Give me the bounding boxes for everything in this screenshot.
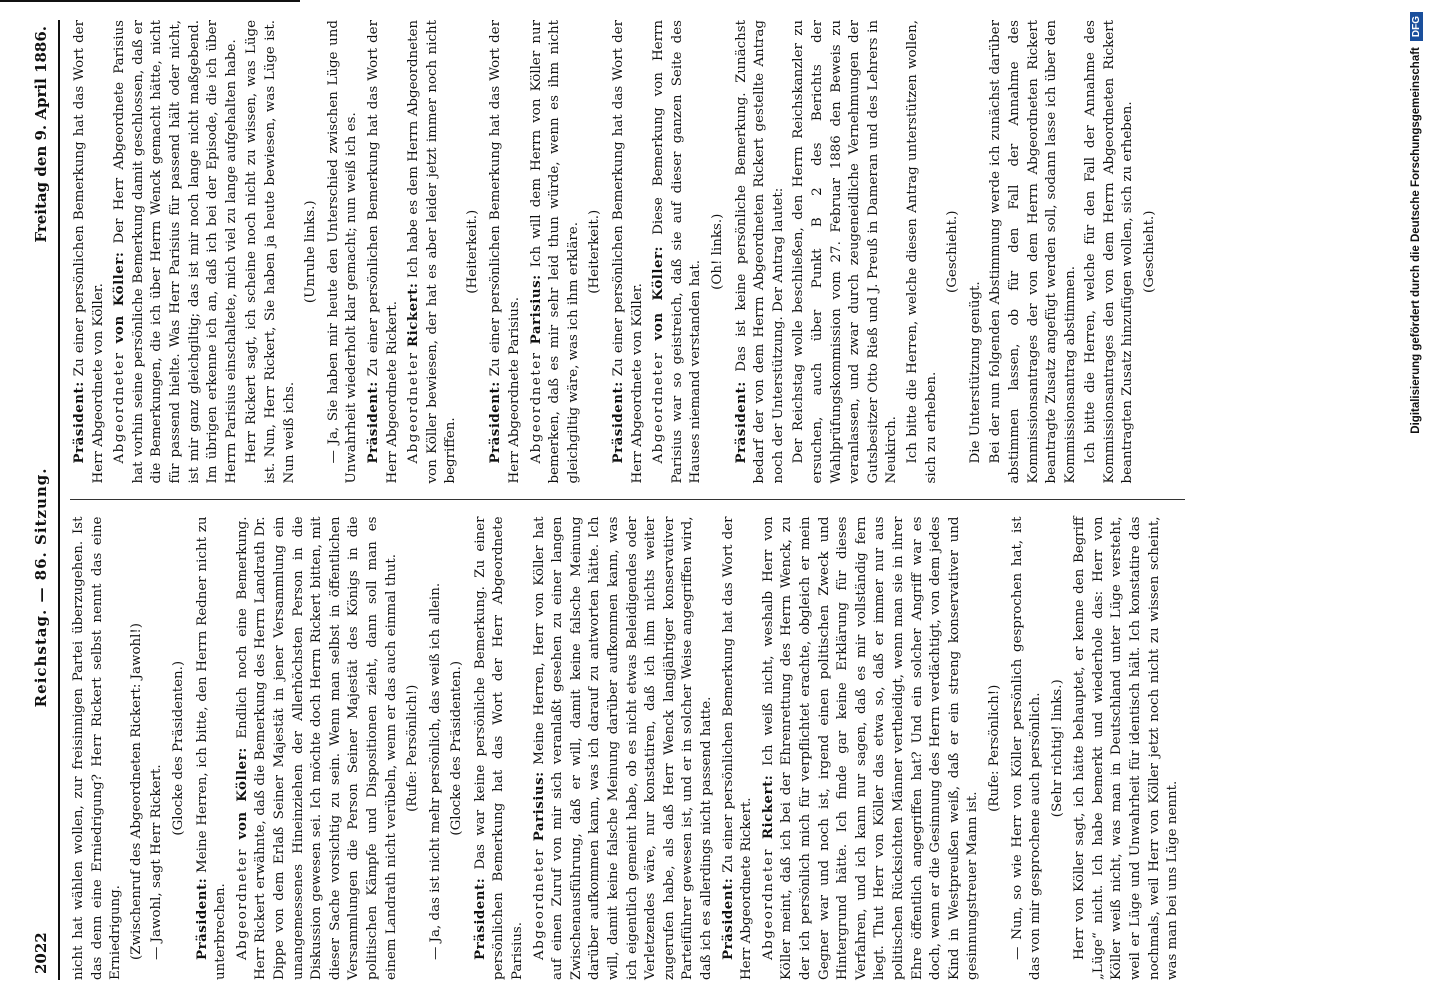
stage-direction: (Heiterkeit.) xyxy=(464,209,480,294)
body-paragraph: Herr Rickert sagt, ich scheine noch nicht zu wissen, was Lüge ist. Nun, Herr Rickert, Sie haben ja heute bewiesen, was Lüge ist. Nun weiß ichs. xyxy=(244,20,297,484)
column-divider xyxy=(70,500,1185,501)
speaker-name: Präsident: xyxy=(471,877,488,960)
left-column xyxy=(70,517,1185,981)
speech-text: Das ist keine persönliche Bemerkung. Zunächst bedarf der von dem Herrn Abgeordneten Rickert gestellte Antrag noch der Unterstützung. Der Antrag lautet: xyxy=(733,20,786,484)
speech-paragraph xyxy=(486,20,524,484)
speaker-name: Rickert: xyxy=(405,282,422,347)
speech-text: Ich will dem Herrn von Köller nur bemerken, daß es mir sehr leid thun würde, wenn es ihm nicht gleichgiltig wäre, was ich ihm erkläre. xyxy=(528,19,581,484)
speech-text: Zu einer persönlichen Bemerkung hat das Wort der Herr Abgeordnete Rickert. xyxy=(365,20,400,484)
body-paragraph: nicht hat wählen wollen, zur freisinnigen Partei überzugehen. Ist das denn eine Erniedrigung? Herr Rickert selbst nennt das eine Erniedrigung. xyxy=(71,516,124,980)
speaker-prefix: Abgeordneter xyxy=(531,847,547,960)
speech-paragraph xyxy=(719,517,757,981)
stage-direction: (Geschieht.) xyxy=(945,210,961,294)
speaker-name: Präsident: xyxy=(610,381,627,464)
stage-direction: (Heiterkeit.) xyxy=(587,209,603,294)
speech-text: Ich habe es dem Herrn Abgeordneten von Köller bewiesen, der hat es aber leider jetzt immer noch nicht begriffen. xyxy=(406,19,459,484)
speech-paragraph xyxy=(471,517,528,981)
body-paragraph: Die Unterstützung genügt. xyxy=(967,281,983,464)
speech-paragraph xyxy=(404,20,461,484)
speech-text: Meine Herren, ich bitte, den Herrn Redner nicht zu unterbrechen. xyxy=(194,516,229,980)
speaker-name: Präsident: xyxy=(71,381,87,464)
stage-direction: (Glocke des Präsidenten.) xyxy=(449,660,465,836)
speech-paragraph xyxy=(110,20,241,484)
speaker-name: Präsident: xyxy=(719,877,736,960)
dfg-logo: DFG xyxy=(1410,12,1423,41)
speaker-prefix: Abgeordneter xyxy=(528,351,544,464)
body-paragraph: — Nun, so wie Herr von Köller persönlich gesprochen hat, ist das von mir gesprochene auch persönlich. xyxy=(1009,516,1044,980)
page-number: 2022 xyxy=(32,932,50,974)
speaker-name: Rickert: xyxy=(759,774,776,840)
speaker-name: von Köller: xyxy=(650,246,667,341)
speech-paragraph xyxy=(759,517,983,981)
speaker-name: von Köller: xyxy=(233,747,250,840)
body-paragraph: Der Reichstag wolle beschließen, den Herrn Reichskanzler zu ersuchen, auch über Punkt B 2 des Berichts der Wahlprüfungskommission vom 27. Februar 1886 den Beweis zu veranlassen, und zwar durch zeugeneidliche Vernehmungen der Gutsbesitzer Otto Rieß und J. Preuß in Dameran und des Lehrers in Neukirch. xyxy=(791,20,900,484)
funding-note: Digitalisierung gefördert durch die Deutsche Forschungsgemeinschaft xyxy=(1410,47,1422,434)
speaker-name: Parisius: xyxy=(530,771,547,842)
digitization-note xyxy=(1404,0,1428,1000)
speech-text: Endlich noch eine Bemerkung. Herr Rickert erwähnte, daß die Bemerkung des Herrn Landrath Dr. Dippe von dem Erlaß Seiner Majestät in jener Versammlung ein unangemessenes Hineinziehen der Allerhöchsten Person in die Diskussion gewesen sei. Ich möchte doch Herrn Rickert bitten, mit dieser Sache vorsichtig zu sein. Wenn man selbst in öffentlichen Versammlungen die Person Seiner Majestät des Königs in die politischen Kämpfe und Dispositionen zieht, dann soll man es einem Landrath nicht verübeln, wenn er das auch einmal thut. xyxy=(234,516,399,980)
speaker-name: Präsident: xyxy=(193,877,210,960)
speech-paragraph xyxy=(527,20,584,484)
speaker-prefix: Abgeordneter xyxy=(760,847,776,960)
running-head xyxy=(28,20,60,980)
speech-paragraph xyxy=(193,517,231,981)
stage-direction: (Unruhe links.) xyxy=(303,200,319,304)
stage-direction: (Geschieht.) xyxy=(1142,210,1158,294)
speech-paragraph xyxy=(233,517,401,981)
session-title: Reichstag. — 86. Sitzung. xyxy=(32,467,50,708)
body-paragraph: Ich bitte die Herren, welche diesen Antrag unterstützen wollen, sich zu erheben. xyxy=(904,20,939,484)
speaker-name: Präsident: xyxy=(364,381,381,464)
speaker-name: Präsident: xyxy=(732,381,749,464)
speech-paragraph xyxy=(364,20,402,484)
session-date: Freitag den 9. April 1886. xyxy=(32,26,50,243)
body-paragraph: (Zwischenruf des Abgeordneten Rickert: Jawohl!) xyxy=(128,622,144,960)
speech-text: Diese Bemerkung von Herrn Parisius war so geistreich, daß sie auf dieser ganzen Seite des Hauses niemand verstanden hat. xyxy=(651,19,704,484)
body-paragraph: — Ja, Sie haben mir heute den Unterschied zwischen Lüge und Unwahrheit wiederholt klar gemacht; nun weiß ich es. xyxy=(325,20,360,484)
speech-paragraph xyxy=(732,20,789,484)
speaker-prefix: Abgeordneter xyxy=(112,351,128,464)
speech-text: Zu einer persönlichen Bemerkung hat das Wort der Herr Abgeordnete Rickert. xyxy=(720,516,755,980)
body-paragraph: — Jawohl, sagt Herr Rickert. xyxy=(149,764,165,960)
speech-text: Der Herr Abgeordnete Parisius hat vorhin seine persönliche Bemerkung damit geschlossen, daß er die Bemerkungen, die ich über Herrn Wenck gemacht hätte, nicht für passend hielte. Was Herr Parisius für passend hält oder nicht, ist mir ganz gleichgiltig; das ist mir noch lange nicht maßgebend. Im übrigen erkenne ich an, daß ich bei der Episode, die ich über Herrn Parisius einschaltete, mich viel zu lange aufgehalten habe. xyxy=(112,20,239,484)
speaker-name: Parisius: xyxy=(527,274,544,345)
speaker-prefix: Abgeordneter xyxy=(406,351,422,464)
speech-text: Das war keine persönliche Bemerkung. Zu einer persönlichen Bemerkung hat das Wort der Herr Abgeordnete Parisius. xyxy=(472,516,526,980)
stage-direction: (Rufe: Persönlich!) xyxy=(986,684,1002,812)
body-paragraph: Herr von Köller sagt, ich hätte behauptet, er kenne den Begriff „Lüge“ nicht. Ich habe bemerkt und wiederhole das: Herr von Köller weiß nicht, was man in Deutschland unter Lüge versteht, weil er Lüge und Unwahrheit für identisch hält. Ich konstatire das nochmals, weil Herr von Köller jetzt noch nicht zu wissen scheint, was man bei uns Lüge nennt. xyxy=(1072,516,1181,980)
body-paragraph: — Ja, das ist nicht mehr persönlich, das weiß ich allein. xyxy=(427,582,443,960)
body-paragraph: Bei der nun folgenden Abstimmung werde ich zunächst darüber abstimmen lassen, ob für den Fall der Annahme des Kommissionsantrages der von dem Herrn Abgeordneten Rickert beantragte Zusatz angefügt werden soll, sodann lasse ich über den Kommissionsantrag abstimmen. xyxy=(988,20,1078,484)
speech-paragraph xyxy=(649,20,706,484)
speech-paragraph xyxy=(70,20,108,484)
stage-direction: (Glocke des Präsidenten.) xyxy=(170,660,186,836)
body-paragraph: Ich bitte die Herren, welche für den Fall der Annahme des Kommissionsantrages den von dem Herrn Abgeordneten Rickert beantragten Zusatz hinzufügen wollen, sich zu erheben. xyxy=(1083,20,1136,484)
stage-direction: (Sehr richtig! links.) xyxy=(1049,679,1065,818)
speech-text: Zu einer persönlichen Bemerkung hat das Wort der Herr Abgeordnete von Köller. xyxy=(611,20,645,484)
speech-text: Ich weiß nicht, weshalb Herr von Köller meint, daß ich bei der Ehrenrettung des Herrn Wenck, zu der ich persönlich mich für verpflichtet erachte, obgleich er mein Gegner war und noch ist, irgend einen politischen Zweck und Hintergrund hätte. Ich finde gar keine Erklärung für dieses Verfahren, und ich kann nur sagen, daß es mir vollständig fern liegt. Thut Herr von Köller das etwa so, daß er immer nur aus politischen Rücksichten Männer vertheidigt, wenn man sie in ihrer Ehre öffentlich angegriffen hat? Und ein solcher Angriff war es doch, wenn er die Gesinnung des Herrn verdächtigt, von dem jedes Kind in Westpreußen weiß, daß er ein streng konservativer und gesinnungstreuer Mann ist. xyxy=(760,516,981,980)
speaker-name: von Köller: xyxy=(111,251,128,344)
speech-text: Zu einer persönlichen Bemerkung hat das Wort der Herr Abgeordnete Parisius. xyxy=(488,20,523,484)
speech-text: Zu einer persönlichen Bemerkung hat das Wort der Herr Abgeordnete von Köller. xyxy=(72,20,106,484)
stage-direction: (Oh! links.) xyxy=(710,213,725,290)
speaker-prefix: Abgeordneter xyxy=(651,351,667,464)
speech-paragraph xyxy=(530,517,717,981)
speaker-name: Präsident: xyxy=(487,381,504,464)
speaker-prefix: Abgeordneter xyxy=(234,847,250,960)
text-columns xyxy=(70,20,1185,980)
speech-text: Meine Herren, Herr von Köller hat auf einen Zuruf von mir sich veranlaßt gesehen zu einer langen Zwischenausführung, daß er will, damit keine falsche Meinung darüber aufkommen kann, was ich darauf zu antworten hätte. Ich will, damit keine falsche Meinung darüber aufkommen kann, was ich eigentlich gemeint habe, ob es nicht etwas Beleidigendes oder Verletzendes wäre, nur konstatiren, daß ich ihm nichts weiter zugerufen habe, als daß Herr Wenck langjähriger konservativer Parteiführer gewesen ist, und er in solcher Weise angegriffen wird, daß ich es allerdings nicht passend hatte. xyxy=(531,516,714,980)
right-column xyxy=(70,20,1185,484)
speech-paragraph xyxy=(609,20,647,484)
stage-direction: (Rufe: Persönlich!) xyxy=(405,684,421,812)
